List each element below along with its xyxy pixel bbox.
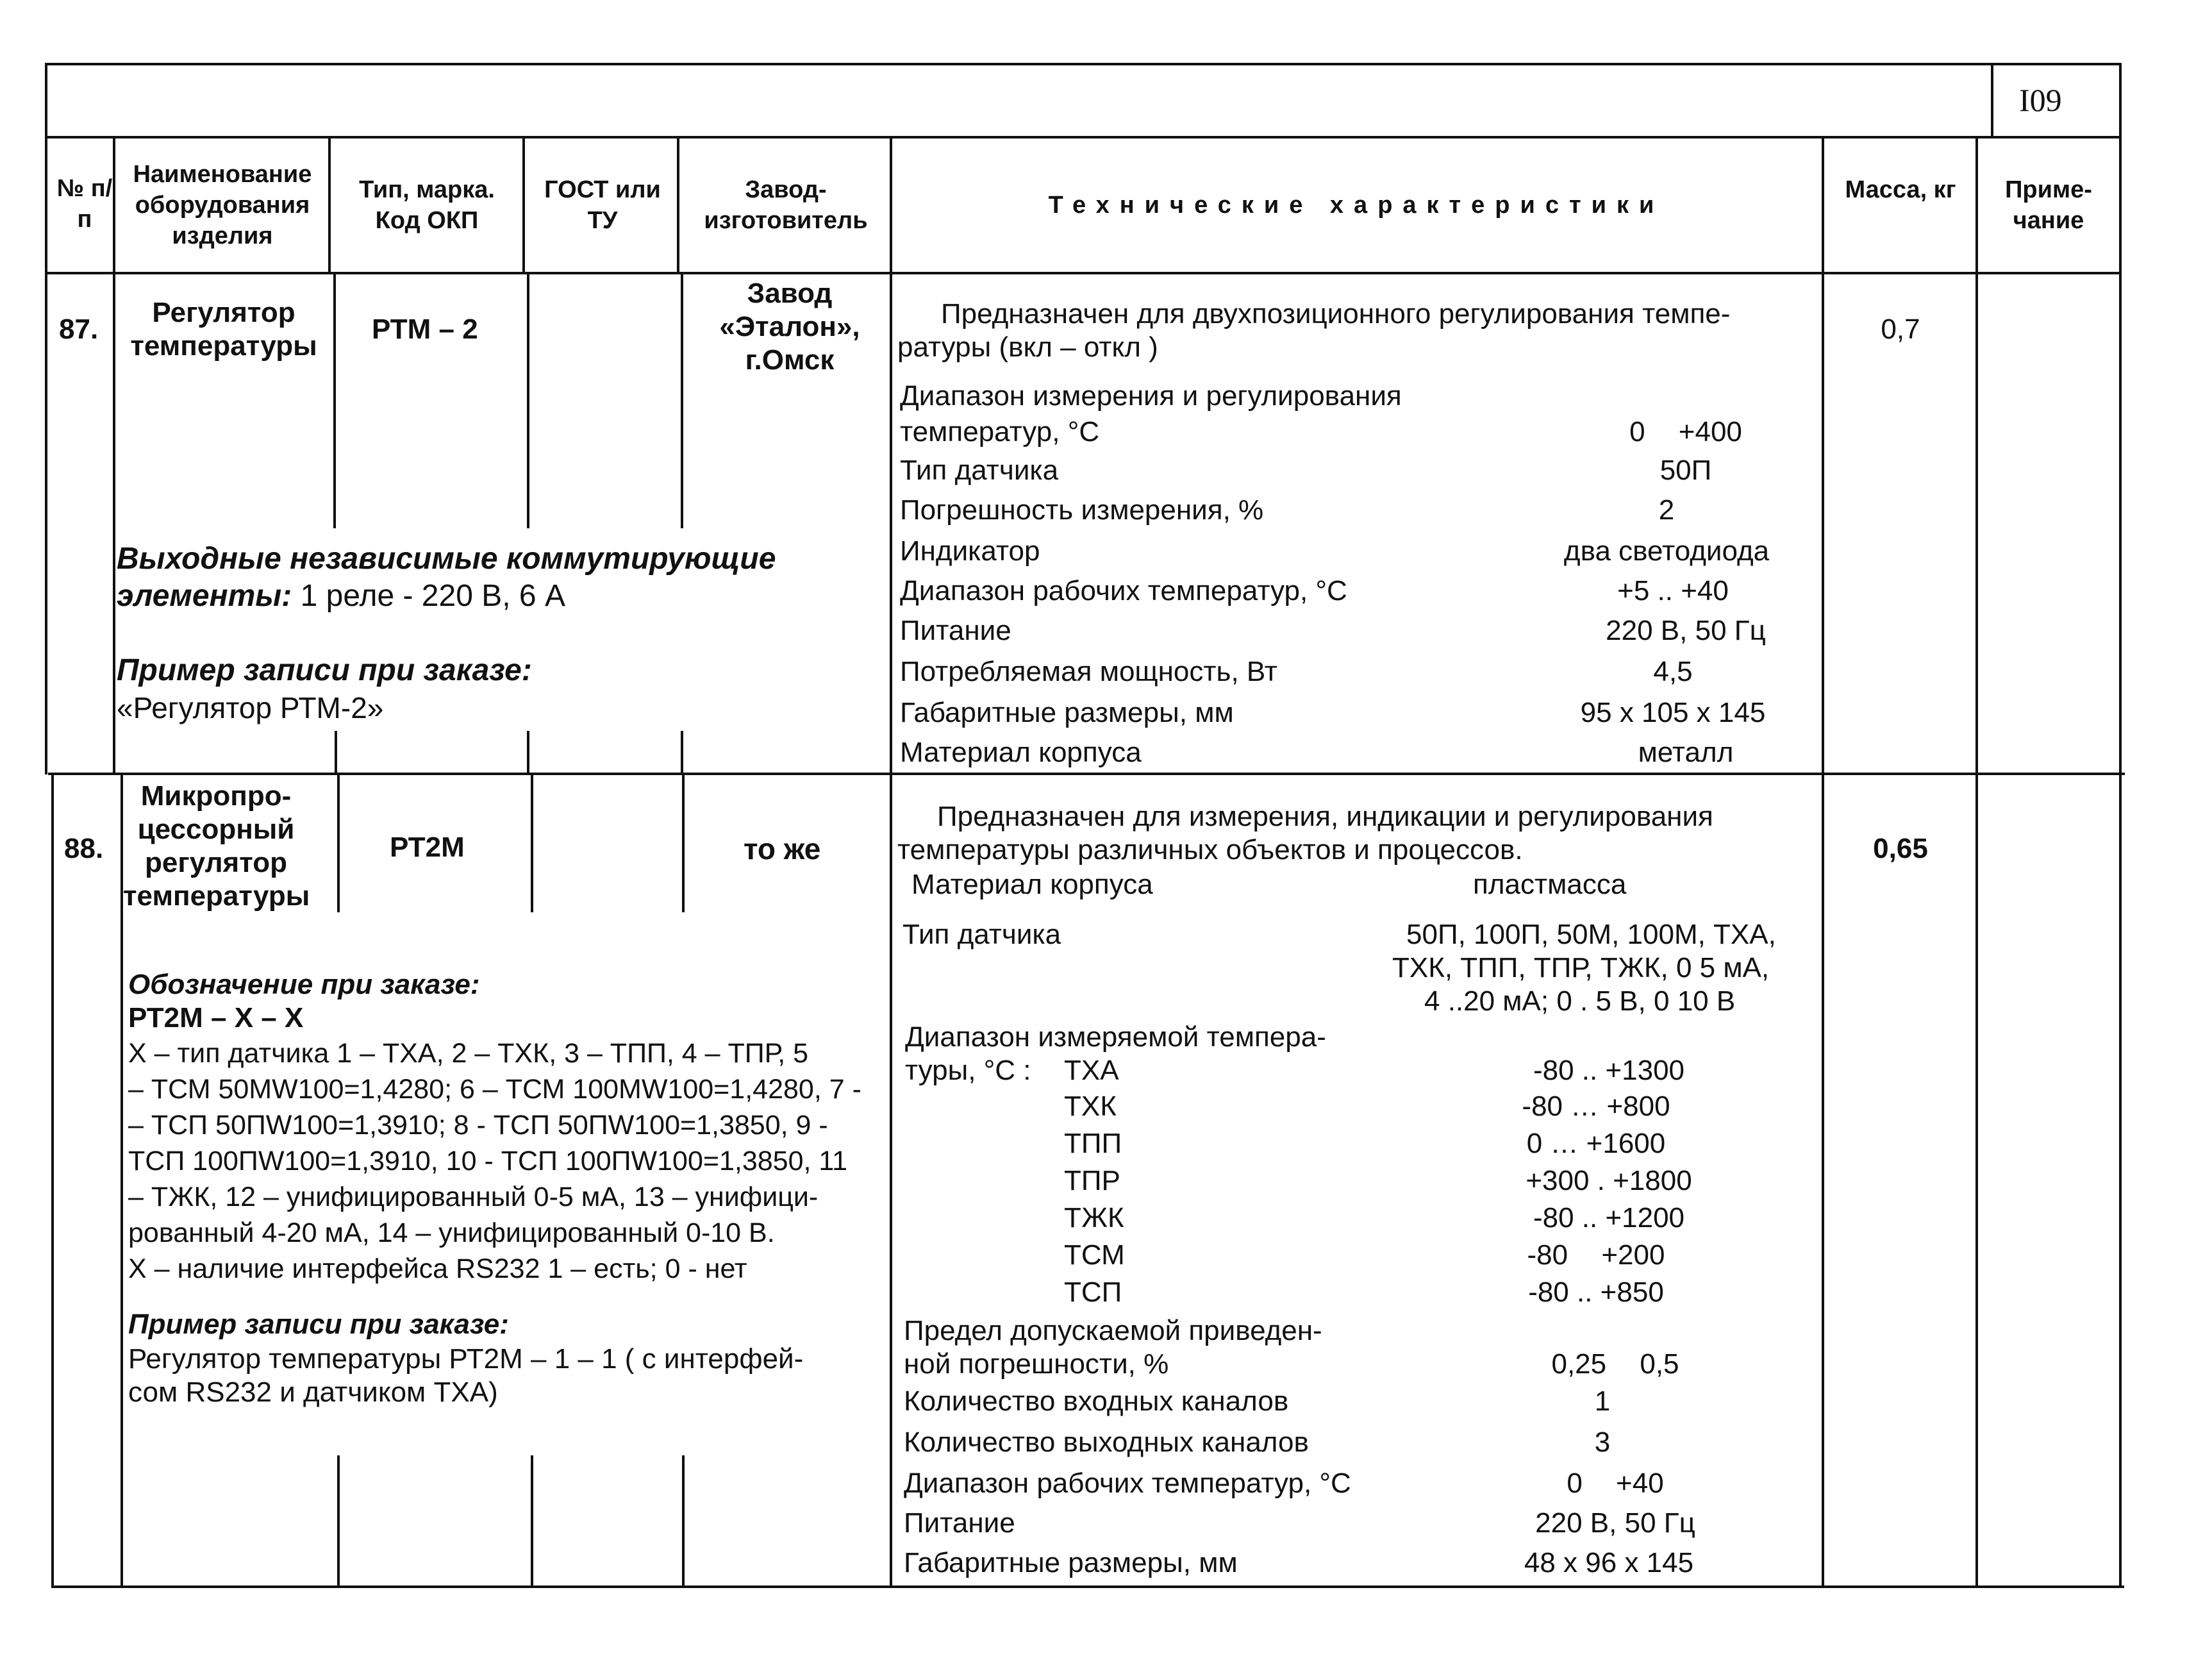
r87-spec-label: температур, °С — [900, 416, 1100, 448]
r87-div-4-top — [681, 272, 683, 528]
r87-output-label: Выходные независимые коммутирующие — [117, 542, 776, 576]
r87-spec-label: Индикатор — [900, 535, 1040, 567]
col-header-type: Тип, марка. Код ОКП — [359, 176, 495, 234]
range-sensor: ТЖК — [1064, 1202, 1124, 1234]
r88-spec-value: 220 В, 50 Гц — [1535, 1507, 1695, 1539]
r88-order-line: – ТСМ 50MW100=1,4280; 6 – ТСМ 100MW100=1,4280, 7 - — [128, 1074, 861, 1105]
r88-material-label: Материал корпуса — [911, 869, 1153, 900]
r88-order-line: – ТЖК, 12 – унифицированный 0-5 мА, 13 – унифици- — [128, 1182, 819, 1212]
r87-spec-label: Питание — [900, 615, 1011, 646]
r88-example-line: Регулятор температуры РТ2М – 1 – 1 ( с интерфей- — [128, 1343, 804, 1375]
r88-spec-label: Диапазон рабочих температур, °С — [904, 1468, 1351, 1499]
r88-spec-value: 0 +40 — [1567, 1468, 1664, 1499]
header-bottom-border — [45, 272, 2122, 274]
r88-error-label: ной погрешности, % — [904, 1348, 1169, 1380]
r88-order-line: рованный 4-20 мА, 14 – унифицированный 0-10 В. — [128, 1217, 775, 1248]
col-header-specs: Технические характеристики — [1048, 192, 1665, 219]
range-value: -80 .. +1200 — [1533, 1202, 1685, 1234]
r87-spec-label: Погрешность измерения, % — [900, 494, 1264, 526]
r88-div-4-bot — [682, 1455, 685, 1588]
r88-order-line: – ТСП 50ПW100=1,3910; 8 - ТСП 50ПW100=1,3850, 9 - — [128, 1110, 828, 1141]
col-header-note: Приме-чание — [2005, 176, 2092, 234]
r87-maker: Завод «Эталон», г.Омск — [719, 278, 860, 376]
r88-spec-value: 1 — [1594, 1385, 1611, 1417]
page-number: I09 — [2019, 82, 2062, 118]
r88-purpose-1: Предназначен для измерения, индикации и регулирования — [937, 801, 1713, 832]
col-div-specs — [890, 136, 892, 1588]
r87-type: РТМ – 2 — [372, 314, 478, 345]
header-top-border — [45, 136, 2122, 138]
r87-example-label: Пример записи при заказе: — [117, 653, 532, 687]
r87-mass: 0,7 — [1881, 314, 1920, 345]
range-sensor: ТСП — [1064, 1276, 1122, 1308]
r88-type: РТ2М — [390, 832, 465, 863]
r88-order-line: ТСП 100ПW100=1,3910, 10 - ТСП 100ПW100=1,3850, 11 — [128, 1146, 848, 1176]
r88-div-3-bot — [531, 1455, 533, 1588]
r88-spec-label: Количество выходных каналов — [904, 1427, 1309, 1458]
col-div-3 — [522, 136, 525, 274]
r87-output-value: 1 реле - 220 В, 6 А — [300, 579, 565, 613]
col-header-name: Наименование оборудования изделия — [133, 161, 312, 249]
r88-order-line: Х – наличие интерфейса RS232 1 – есть; 0 - нет — [128, 1253, 747, 1284]
r88-spec-value: 3 — [1594, 1427, 1611, 1458]
r87-output-label-2: элементы: — [117, 579, 292, 613]
table-left-border-lower — [51, 773, 54, 1588]
r88-spec-value: 48 х 96 х 145 — [1524, 1547, 1694, 1578]
r88-order-line: Х – тип датчика 1 – ТХА, 2 – ТХК, 3 – ТПП, 4 – ТПР, 5 — [128, 1038, 809, 1069]
r87-div-3-bot — [527, 731, 529, 774]
r88-num: 88. — [64, 833, 104, 864]
r88-sensor-label: Тип датчика — [902, 919, 1061, 950]
r87-spec-value: 220 В, 50 Гц — [1606, 615, 1766, 646]
r87-spec-label: Потребляемая мощность, Вт — [900, 656, 1277, 687]
range-sensor: ТХА — [1064, 1055, 1119, 1086]
r87-spec-value: 50П — [1659, 455, 1712, 486]
r88-div-2-top — [337, 773, 340, 912]
r87-div-1 — [113, 272, 115, 773]
col-div-note — [1975, 136, 1978, 1588]
r87-spec-label: Диапазон рабочих температур, °С — [900, 575, 1347, 607]
r88-order-label: Обозначение при заказе: — [128, 969, 480, 1000]
r87-div-2-bot — [335, 731, 337, 774]
r88-sensor-value: ТХК, ТПП, ТПР, ТЖК, 0 5 мА, — [1392, 952, 1770, 983]
range-value: 0 … +1600 — [1526, 1128, 1666, 1159]
table-right-border — [2119, 63, 2122, 1588]
r88-spec-label: Габаритные размеры, мм — [904, 1547, 1238, 1578]
range-value: +300 . +1800 — [1526, 1165, 1692, 1196]
col-div-2 — [328, 136, 331, 274]
r87-purpose-1: Предназначен для двухпозиционного регулирования темпе- — [941, 298, 1731, 330]
r88-order-code: РТ2М – Х – Х — [128, 1002, 304, 1033]
r88-div-4-top — [682, 773, 685, 912]
r88-error-label: Предел допускаемой приведен- — [904, 1315, 1322, 1346]
table-left-border — [45, 63, 47, 774]
r87-spec-label: Диапазон измерения и регулирования — [900, 380, 1402, 412]
r87-name: Регулятор температуры — [130, 297, 317, 362]
range-value: -80 … +800 — [1522, 1091, 1670, 1122]
range-value: -80 +200 — [1527, 1239, 1665, 1271]
r87-spec-label: Тип датчика — [900, 455, 1059, 486]
col-div-mass — [1822, 136, 1824, 1588]
r88-example-line: сом RS232 и датчиком ТХА) — [128, 1376, 498, 1408]
page-number-divider — [1991, 63, 1993, 138]
r87-div-3-top — [527, 272, 529, 528]
r88-range-label: туры, °С : — [905, 1055, 1031, 1086]
r87-spec-value: металл — [1638, 737, 1734, 768]
r88-sensor-value: 4 ..20 мА; 0 . 5 В, 0 10 В — [1424, 985, 1736, 1017]
r87-example-value: «Регулятор РТМ-2» — [117, 691, 384, 724]
r88-range-label: Диапазон измеряемой темпера- — [905, 1021, 1326, 1053]
range-sensor: ТСМ — [1064, 1239, 1125, 1271]
r88-mass: 0,65 — [1873, 833, 1928, 864]
r88-maker: то же — [744, 832, 821, 866]
col-header-num: № п/п — [56, 175, 113, 233]
r87-spec-value: 2 — [1658, 494, 1675, 526]
range-sensor: ТХК — [1064, 1091, 1117, 1122]
r87-div-2-top — [333, 272, 336, 528]
r88-material-value: пластмасса — [1473, 869, 1627, 900]
r88-sensor-value: 50П, 100П, 50М, 100М, ТХА, — [1406, 919, 1776, 950]
r87-spec-value: 95 х 105 х 145 — [1580, 697, 1766, 728]
col-header-maker: Завод-изготовитель — [704, 176, 868, 234]
r87-spec-value: 0 +400 — [1629, 416, 1742, 448]
range-sensor: ТПР — [1064, 1165, 1120, 1196]
col-header-gost: ГОСТ или ТУ — [544, 176, 661, 234]
r87-spec-label: Габаритные размеры, мм — [900, 697, 1234, 728]
col-div-4 — [677, 136, 679, 274]
range-value: -80 .. +850 — [1528, 1276, 1664, 1308]
row-divider — [48, 773, 2125, 775]
r88-error-value: 0,25 0,5 — [1551, 1348, 1679, 1380]
range-sensor: ТПП — [1064, 1128, 1122, 1159]
r88-div-2-bot — [337, 1455, 340, 1588]
r87-spec-value: два светодиода — [1563, 535, 1770, 567]
r87-spec-value: 4,5 — [1653, 656, 1693, 687]
r87-num: 87. — [59, 314, 99, 345]
table-top-border — [45, 63, 2122, 65]
r87-output-line — [117, 580, 565, 613]
r88-spec-label: Количество входных каналов — [904, 1385, 1289, 1417]
r87-spec-label: Материал корпуса — [900, 737, 1142, 768]
col-header-mass: Масса, кг — [1845, 176, 1956, 203]
r88-div-3-top — [531, 773, 533, 912]
table-bottom-border — [53, 1586, 2124, 1588]
r88-purpose-2: температуры различных объектов и процессов. — [897, 834, 1523, 866]
r88-name: Микропро- цессорный регулятор температуры — [123, 780, 310, 912]
r87-spec-value: +5 .. +40 — [1617, 575, 1729, 607]
r87-div-4-bot — [681, 731, 683, 774]
r88-example-label: Пример записи при заказе: — [128, 1309, 509, 1340]
range-value: -80 .. +1300 — [1533, 1055, 1685, 1086]
r87-purpose-2: ратуры (вкл – откл ) — [897, 331, 1158, 363]
r88-spec-label: Питание — [904, 1507, 1015, 1539]
